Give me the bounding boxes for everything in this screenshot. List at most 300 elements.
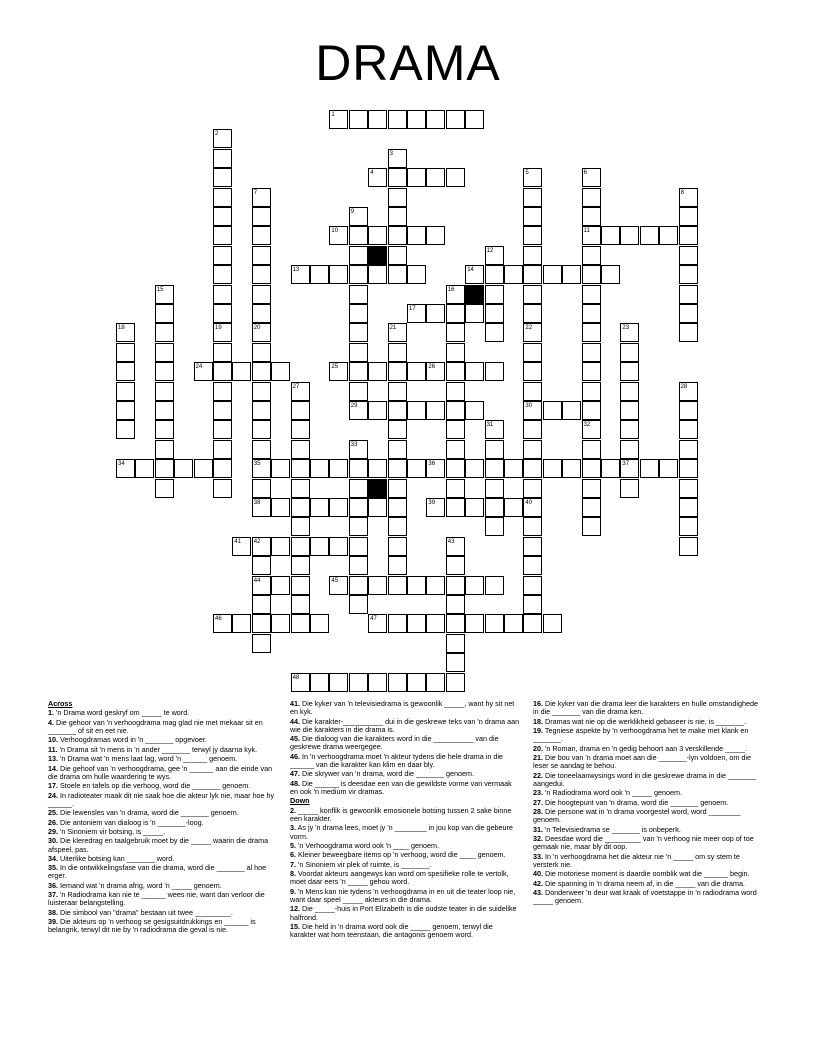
grid-cell[interactable] — [349, 362, 368, 381]
grid-cell[interactable] — [213, 285, 232, 304]
grid-cell[interactable] — [388, 110, 407, 129]
grid-cell[interactable] — [213, 614, 232, 633]
grid-cell[interactable] — [155, 479, 174, 498]
grid-cell[interactable] — [485, 323, 504, 342]
grid-cell[interactable] — [659, 226, 678, 245]
grid-cell[interactable] — [252, 614, 271, 633]
grid-cell[interactable] — [446, 634, 465, 653]
grid-cell[interactable] — [446, 168, 465, 187]
grid-cell[interactable] — [388, 576, 407, 595]
grid-cell[interactable] — [620, 382, 639, 401]
grid-cell[interactable] — [388, 479, 407, 498]
grid-cell[interactable] — [446, 304, 465, 323]
grid-cell[interactable] — [620, 440, 639, 459]
grid-cell[interactable] — [349, 265, 368, 284]
grid-cell[interactable] — [271, 459, 290, 478]
grid-cell[interactable] — [582, 304, 601, 323]
grid-cell[interactable] — [388, 226, 407, 245]
grid-cell[interactable] — [252, 498, 271, 517]
grid-cell[interactable] — [504, 459, 523, 478]
grid-cell[interactable] — [213, 362, 232, 381]
grid-cell[interactable] — [291, 440, 310, 459]
grid-cell[interactable] — [349, 517, 368, 536]
grid-cell[interactable] — [582, 479, 601, 498]
grid-cell[interactable] — [523, 382, 542, 401]
grid-cell[interactable] — [310, 459, 329, 478]
grid-cell[interactable] — [252, 401, 271, 420]
grid-cell[interactable] — [523, 323, 542, 342]
grid-cell[interactable] — [388, 459, 407, 478]
grid-cell[interactable] — [155, 304, 174, 323]
grid-cell[interactable] — [388, 382, 407, 401]
grid-cell[interactable] — [426, 226, 445, 245]
grid-cell[interactable] — [523, 265, 542, 284]
grid-cell[interactable] — [485, 420, 504, 439]
grid-cell[interactable] — [349, 479, 368, 498]
grid-cell[interactable] — [620, 401, 639, 420]
grid-cell[interactable] — [485, 517, 504, 536]
grid-cell[interactable] — [523, 246, 542, 265]
grid-cell[interactable] — [523, 401, 542, 420]
grid-cell[interactable] — [368, 401, 387, 420]
grid-cell[interactable] — [523, 440, 542, 459]
grid-cell[interactable] — [582, 246, 601, 265]
grid-cell[interactable] — [252, 207, 271, 226]
grid-cell[interactable] — [543, 614, 562, 633]
grid-cell[interactable] — [155, 440, 174, 459]
grid-cell[interactable] — [388, 440, 407, 459]
grid-cell[interactable] — [388, 188, 407, 207]
grid-cell[interactable] — [465, 498, 484, 517]
grid-cell[interactable] — [329, 110, 348, 129]
grid-cell[interactable] — [368, 673, 387, 692]
grid-cell[interactable] — [446, 673, 465, 692]
grid-cell[interactable] — [252, 226, 271, 245]
grid-cell[interactable] — [213, 440, 232, 459]
grid-cell[interactable] — [523, 556, 542, 575]
grid-cell[interactable] — [523, 517, 542, 536]
grid-cell[interactable] — [679, 188, 698, 207]
grid-cell[interactable] — [679, 382, 698, 401]
grid-cell[interactable] — [465, 304, 484, 323]
grid-cell[interactable] — [426, 673, 445, 692]
grid-cell[interactable] — [679, 285, 698, 304]
grid-cell[interactable] — [407, 110, 426, 129]
grid-cell[interactable] — [523, 285, 542, 304]
grid-cell[interactable] — [426, 401, 445, 420]
grid-cell[interactable] — [679, 401, 698, 420]
grid-cell[interactable] — [116, 459, 135, 478]
grid-cell[interactable] — [155, 343, 174, 362]
grid-cell[interactable] — [485, 440, 504, 459]
grid-cell[interactable] — [504, 614, 523, 633]
grid-cell[interactable] — [349, 323, 368, 342]
grid-cell[interactable] — [291, 595, 310, 614]
grid-cell[interactable] — [291, 614, 310, 633]
grid-cell[interactable] — [155, 362, 174, 381]
grid-cell[interactable] — [232, 362, 251, 381]
grid-cell[interactable] — [310, 537, 329, 556]
grid-cell[interactable] — [446, 576, 465, 595]
grid-cell[interactable] — [446, 556, 465, 575]
grid-cell[interactable] — [291, 479, 310, 498]
grid-cell[interactable] — [349, 440, 368, 459]
grid-cell[interactable] — [155, 401, 174, 420]
grid-cell[interactable] — [523, 537, 542, 556]
grid-cell[interactable] — [116, 323, 135, 342]
grid-cell[interactable] — [388, 420, 407, 439]
grid-cell[interactable] — [446, 440, 465, 459]
grid-cell[interactable] — [349, 459, 368, 478]
grid-cell[interactable] — [426, 362, 445, 381]
grid-cell[interactable] — [620, 479, 639, 498]
grid-cell[interactable] — [620, 362, 639, 381]
grid-cell[interactable] — [252, 634, 271, 653]
grid-cell[interactable] — [407, 673, 426, 692]
grid-cell[interactable] — [213, 226, 232, 245]
grid-cell[interactable] — [407, 168, 426, 187]
grid-cell[interactable] — [310, 614, 329, 633]
grid-cell[interactable] — [426, 110, 445, 129]
grid-cell[interactable] — [582, 323, 601, 342]
grid-cell[interactable] — [679, 440, 698, 459]
grid-cell[interactable] — [504, 498, 523, 517]
grid-cell[interactable] — [213, 323, 232, 342]
grid-cell[interactable] — [679, 207, 698, 226]
grid-cell[interactable] — [485, 479, 504, 498]
grid-cell[interactable] — [349, 382, 368, 401]
grid-cell[interactable] — [349, 207, 368, 226]
grid-cell[interactable] — [407, 304, 426, 323]
grid-cell[interactable] — [388, 168, 407, 187]
grid-cell[interactable] — [388, 343, 407, 362]
grid-cell[interactable] — [155, 382, 174, 401]
grid-cell[interactable] — [213, 304, 232, 323]
grid-cell[interactable] — [329, 537, 348, 556]
grid-cell[interactable] — [446, 537, 465, 556]
grid-cell[interactable] — [582, 226, 601, 245]
grid-cell[interactable] — [504, 265, 523, 284]
grid-cell[interactable] — [291, 537, 310, 556]
grid-cell[interactable] — [426, 614, 445, 633]
grid-cell[interactable] — [368, 576, 387, 595]
grid-cell[interactable] — [329, 362, 348, 381]
grid-cell[interactable] — [388, 517, 407, 536]
grid-cell[interactable] — [523, 226, 542, 245]
grid-cell[interactable] — [523, 168, 542, 187]
grid-cell[interactable] — [388, 614, 407, 633]
grid-cell[interactable] — [368, 362, 387, 381]
grid-cell[interactable] — [582, 362, 601, 381]
grid-cell[interactable] — [252, 556, 271, 575]
grid-cell[interactable] — [620, 420, 639, 439]
grid-cell[interactable] — [252, 479, 271, 498]
grid-cell[interactable] — [523, 188, 542, 207]
grid-cell[interactable] — [349, 285, 368, 304]
grid-cell[interactable] — [368, 459, 387, 478]
grid-cell[interactable] — [368, 168, 387, 187]
grid-cell[interactable] — [543, 459, 562, 478]
grid-cell[interactable] — [368, 265, 387, 284]
grid-cell[interactable] — [271, 537, 290, 556]
grid-cell[interactable] — [388, 323, 407, 342]
grid-cell[interactable] — [252, 537, 271, 556]
grid-cell[interactable] — [446, 614, 465, 633]
grid-cell[interactable] — [446, 343, 465, 362]
grid-cell[interactable] — [116, 362, 135, 381]
grid-cell[interactable] — [388, 401, 407, 420]
grid-cell[interactable] — [679, 498, 698, 517]
grid-cell[interactable] — [523, 207, 542, 226]
grid-cell[interactable] — [368, 614, 387, 633]
grid-cell[interactable] — [485, 576, 504, 595]
grid-cell[interactable] — [426, 459, 445, 478]
grid-cell[interactable] — [252, 440, 271, 459]
grid-cell[interactable] — [213, 479, 232, 498]
grid-cell[interactable] — [329, 498, 348, 517]
grid-cell[interactable] — [291, 576, 310, 595]
grid-cell[interactable] — [446, 110, 465, 129]
grid-cell[interactable] — [252, 323, 271, 342]
grid-cell[interactable] — [329, 226, 348, 245]
grid-cell[interactable] — [640, 459, 659, 478]
grid-cell[interactable] — [465, 614, 484, 633]
grid-cell[interactable] — [659, 459, 678, 478]
grid-cell[interactable] — [213, 168, 232, 187]
grid-cell[interactable] — [620, 323, 639, 342]
grid-cell[interactable] — [116, 343, 135, 362]
grid-cell[interactable] — [194, 362, 213, 381]
grid-cell[interactable] — [116, 420, 135, 439]
grid-cell[interactable] — [252, 265, 271, 284]
grid-cell[interactable] — [349, 246, 368, 265]
grid-cell[interactable] — [679, 226, 698, 245]
grid-cell[interactable] — [446, 401, 465, 420]
grid-cell[interactable] — [465, 265, 484, 284]
grid-cell[interactable] — [155, 285, 174, 304]
grid-cell[interactable] — [291, 265, 310, 284]
grid-cell[interactable] — [407, 576, 426, 595]
grid-cell[interactable] — [291, 498, 310, 517]
grid-cell[interactable] — [271, 614, 290, 633]
grid-cell[interactable] — [349, 401, 368, 420]
grid-cell[interactable] — [523, 343, 542, 362]
grid-cell[interactable] — [407, 614, 426, 633]
grid-cell[interactable] — [582, 459, 601, 478]
grid-cell[interactable] — [446, 479, 465, 498]
grid-cell[interactable] — [485, 614, 504, 633]
grid-cell[interactable] — [155, 323, 174, 342]
grid-cell[interactable] — [349, 304, 368, 323]
grid-cell[interactable] — [407, 265, 426, 284]
grid-cell[interactable] — [252, 304, 271, 323]
grid-cell[interactable] — [407, 362, 426, 381]
grid-cell[interactable] — [271, 576, 290, 595]
grid-cell[interactable] — [388, 265, 407, 284]
grid-cell[interactable] — [562, 401, 581, 420]
grid-cell[interactable] — [543, 265, 562, 284]
grid-cell[interactable] — [426, 498, 445, 517]
grid-cell[interactable] — [465, 401, 484, 420]
grid-cell[interactable] — [213, 382, 232, 401]
grid-cell[interactable] — [368, 226, 387, 245]
grid-cell[interactable] — [679, 304, 698, 323]
grid-cell[interactable] — [582, 440, 601, 459]
grid-cell[interactable] — [291, 673, 310, 692]
grid-cell[interactable] — [388, 556, 407, 575]
grid-cell[interactable] — [388, 207, 407, 226]
grid-cell[interactable] — [155, 420, 174, 439]
grid-cell[interactable] — [679, 246, 698, 265]
grid-cell[interactable] — [485, 459, 504, 478]
grid-cell[interactable] — [252, 576, 271, 595]
grid-cell[interactable] — [194, 459, 213, 478]
grid-cell[interactable] — [174, 459, 193, 478]
grid-cell[interactable] — [388, 498, 407, 517]
grid-cell[interactable] — [523, 479, 542, 498]
grid-cell[interactable] — [349, 673, 368, 692]
grid-cell[interactable] — [252, 188, 271, 207]
grid-cell[interactable] — [465, 576, 484, 595]
grid-cell[interactable] — [582, 265, 601, 284]
grid-cell[interactable] — [349, 498, 368, 517]
grid-cell[interactable] — [679, 420, 698, 439]
grid-cell[interactable] — [426, 168, 445, 187]
grid-cell[interactable] — [252, 595, 271, 614]
grid-cell[interactable] — [523, 576, 542, 595]
grid-cell[interactable] — [232, 537, 251, 556]
grid-cell[interactable] — [116, 382, 135, 401]
grid-cell[interactable] — [252, 343, 271, 362]
grid-cell[interactable] — [582, 401, 601, 420]
grid-cell[interactable] — [523, 459, 542, 478]
grid-cell[interactable] — [640, 226, 659, 245]
grid-cell[interactable] — [329, 673, 348, 692]
grid-cell[interactable] — [368, 498, 387, 517]
grid-cell[interactable] — [679, 323, 698, 342]
grid-cell[interactable] — [679, 265, 698, 284]
grid-cell[interactable] — [310, 265, 329, 284]
grid-cell[interactable] — [582, 207, 601, 226]
grid-cell[interactable] — [155, 459, 174, 478]
grid-cell[interactable] — [620, 226, 639, 245]
grid-cell[interactable] — [543, 401, 562, 420]
grid-cell[interactable] — [679, 479, 698, 498]
grid-cell[interactable] — [582, 188, 601, 207]
grid-cell[interactable] — [446, 459, 465, 478]
grid-cell[interactable] — [407, 459, 426, 478]
grid-cell[interactable] — [213, 129, 232, 148]
grid-cell[interactable] — [252, 285, 271, 304]
grid-cell[interactable] — [349, 576, 368, 595]
grid-cell[interactable] — [135, 459, 154, 478]
grid-cell[interactable] — [291, 401, 310, 420]
grid-cell[interactable] — [465, 110, 484, 129]
grid-cell[interactable] — [485, 304, 504, 323]
grid-cell[interactable] — [582, 517, 601, 536]
grid-cell[interactable] — [349, 537, 368, 556]
grid-cell[interactable] — [679, 537, 698, 556]
grid-cell[interactable] — [232, 614, 251, 633]
grid-cell[interactable] — [407, 226, 426, 245]
grid-cell[interactable] — [252, 459, 271, 478]
grid-cell[interactable] — [407, 401, 426, 420]
grid-cell[interactable] — [485, 246, 504, 265]
grid-cell[interactable] — [679, 517, 698, 536]
grid-cell[interactable] — [388, 362, 407, 381]
grid-cell[interactable] — [349, 343, 368, 362]
grid-cell[interactable] — [291, 420, 310, 439]
grid-cell[interactable] — [523, 304, 542, 323]
grid-cell[interactable] — [485, 285, 504, 304]
grid-cell[interactable] — [446, 323, 465, 342]
grid-cell[interactable] — [582, 343, 601, 362]
grid-cell[interactable] — [620, 343, 639, 362]
grid-cell[interactable] — [426, 304, 445, 323]
grid-cell[interactable] — [388, 537, 407, 556]
grid-cell[interactable] — [213, 207, 232, 226]
grid-cell[interactable] — [252, 420, 271, 439]
grid-cell[interactable] — [582, 382, 601, 401]
grid-cell[interactable] — [213, 188, 232, 207]
grid-cell[interactable] — [388, 246, 407, 265]
grid-cell[interactable] — [271, 498, 290, 517]
grid-cell[interactable] — [582, 285, 601, 304]
grid-cell[interactable] — [582, 498, 601, 517]
grid-cell[interactable] — [523, 420, 542, 439]
grid-cell[interactable] — [523, 498, 542, 517]
grid-cell[interactable] — [252, 246, 271, 265]
grid-cell[interactable] — [213, 149, 232, 168]
grid-cell[interactable] — [465, 362, 484, 381]
grid-cell[interactable] — [562, 459, 581, 478]
grid-cell[interactable] — [620, 459, 639, 478]
grid-cell[interactable] — [485, 265, 504, 284]
grid-cell[interactable] — [601, 226, 620, 245]
grid-cell[interactable] — [291, 517, 310, 536]
grid-cell[interactable] — [523, 614, 542, 633]
grid-cell[interactable] — [213, 401, 232, 420]
grid-cell[interactable] — [446, 595, 465, 614]
grid-cell[interactable] — [601, 459, 620, 478]
grid-cell[interactable] — [291, 382, 310, 401]
grid-cell[interactable] — [582, 168, 601, 187]
grid-cell[interactable] — [601, 265, 620, 284]
grid-cell[interactable] — [291, 459, 310, 478]
grid-cell[interactable] — [562, 265, 581, 284]
grid-cell[interactable] — [446, 498, 465, 517]
grid-cell[interactable] — [485, 362, 504, 381]
grid-cell[interactable] — [213, 420, 232, 439]
grid-cell[interactable] — [426, 576, 445, 595]
grid-cell[interactable] — [523, 595, 542, 614]
grid-cell[interactable] — [485, 498, 504, 517]
grid-cell[interactable] — [291, 556, 310, 575]
grid-cell[interactable] — [679, 459, 698, 478]
grid-cell[interactable] — [446, 653, 465, 672]
grid-cell[interactable] — [310, 498, 329, 517]
grid-cell[interactable] — [329, 265, 348, 284]
grid-cell[interactable] — [310, 673, 329, 692]
grid-cell[interactable] — [523, 362, 542, 381]
grid-cell[interactable] — [388, 149, 407, 168]
grid-cell[interactable] — [213, 343, 232, 362]
grid-cell[interactable] — [465, 459, 484, 478]
grid-cell[interactable] — [368, 110, 387, 129]
grid-cell[interactable] — [116, 401, 135, 420]
grid-cell[interactable] — [446, 362, 465, 381]
grid-cell[interactable] — [349, 110, 368, 129]
